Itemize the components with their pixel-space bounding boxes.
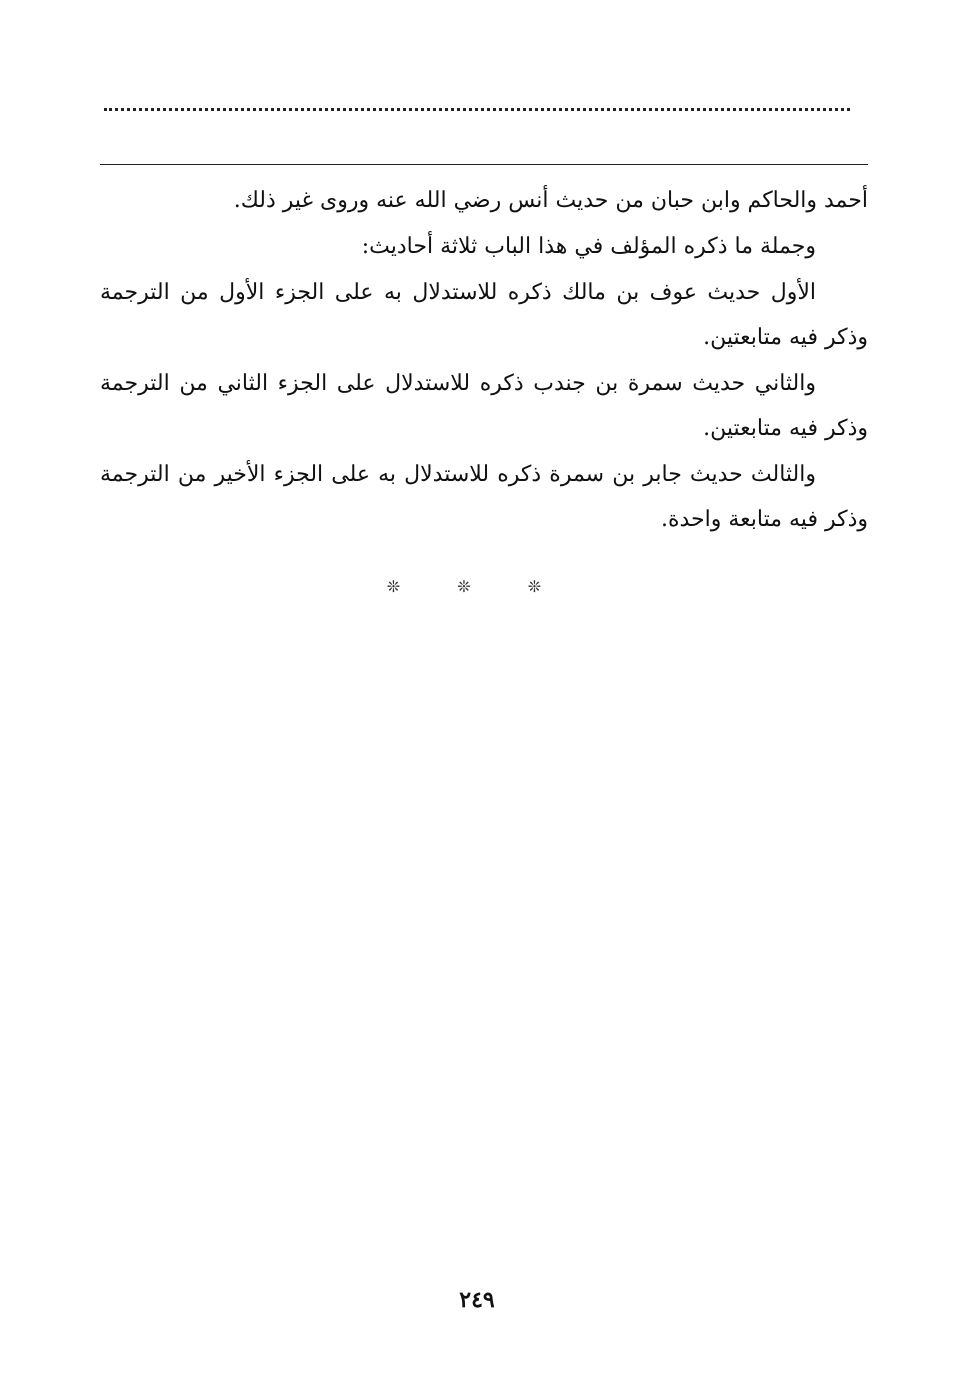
paragraph-first-hadith: الأول حديث عوف بن مالك ذكره للاستدلال به على الجزء الأول من الترجمة وذكر فيه متابعتين. [100,280,868,350]
paragraph-second-hadith: والثاني حديث سمرة بن جندب ذكره للاستدلال على الجزء الثاني من الترجمة وذكر فيه متابعتين. [100,371,868,441]
body-text [100,178,868,543]
horizontal-rule [100,164,868,165]
paragraph-summary: وجملة ما ذكره المؤلف في هذا الباب ثلاثة أحاديث: [361,234,816,259]
page-number: ٢٤٩ [459,1287,495,1313]
section-ornament: ❊ ❊ ❊ [386,577,568,596]
top-dotted-separator [104,108,850,111]
paragraph-continuation: أحمد والحاكم وابن حبان من حديث أنس رضي الله عنه وروى غير ذلك. [233,188,868,213]
paragraph-third-hadith: والثالث حديث جابر بن سمرة ذكره للاستدلال به على الجزء الأخير من الترجمة وذكر فيه متابعة واحدة. [100,462,868,532]
